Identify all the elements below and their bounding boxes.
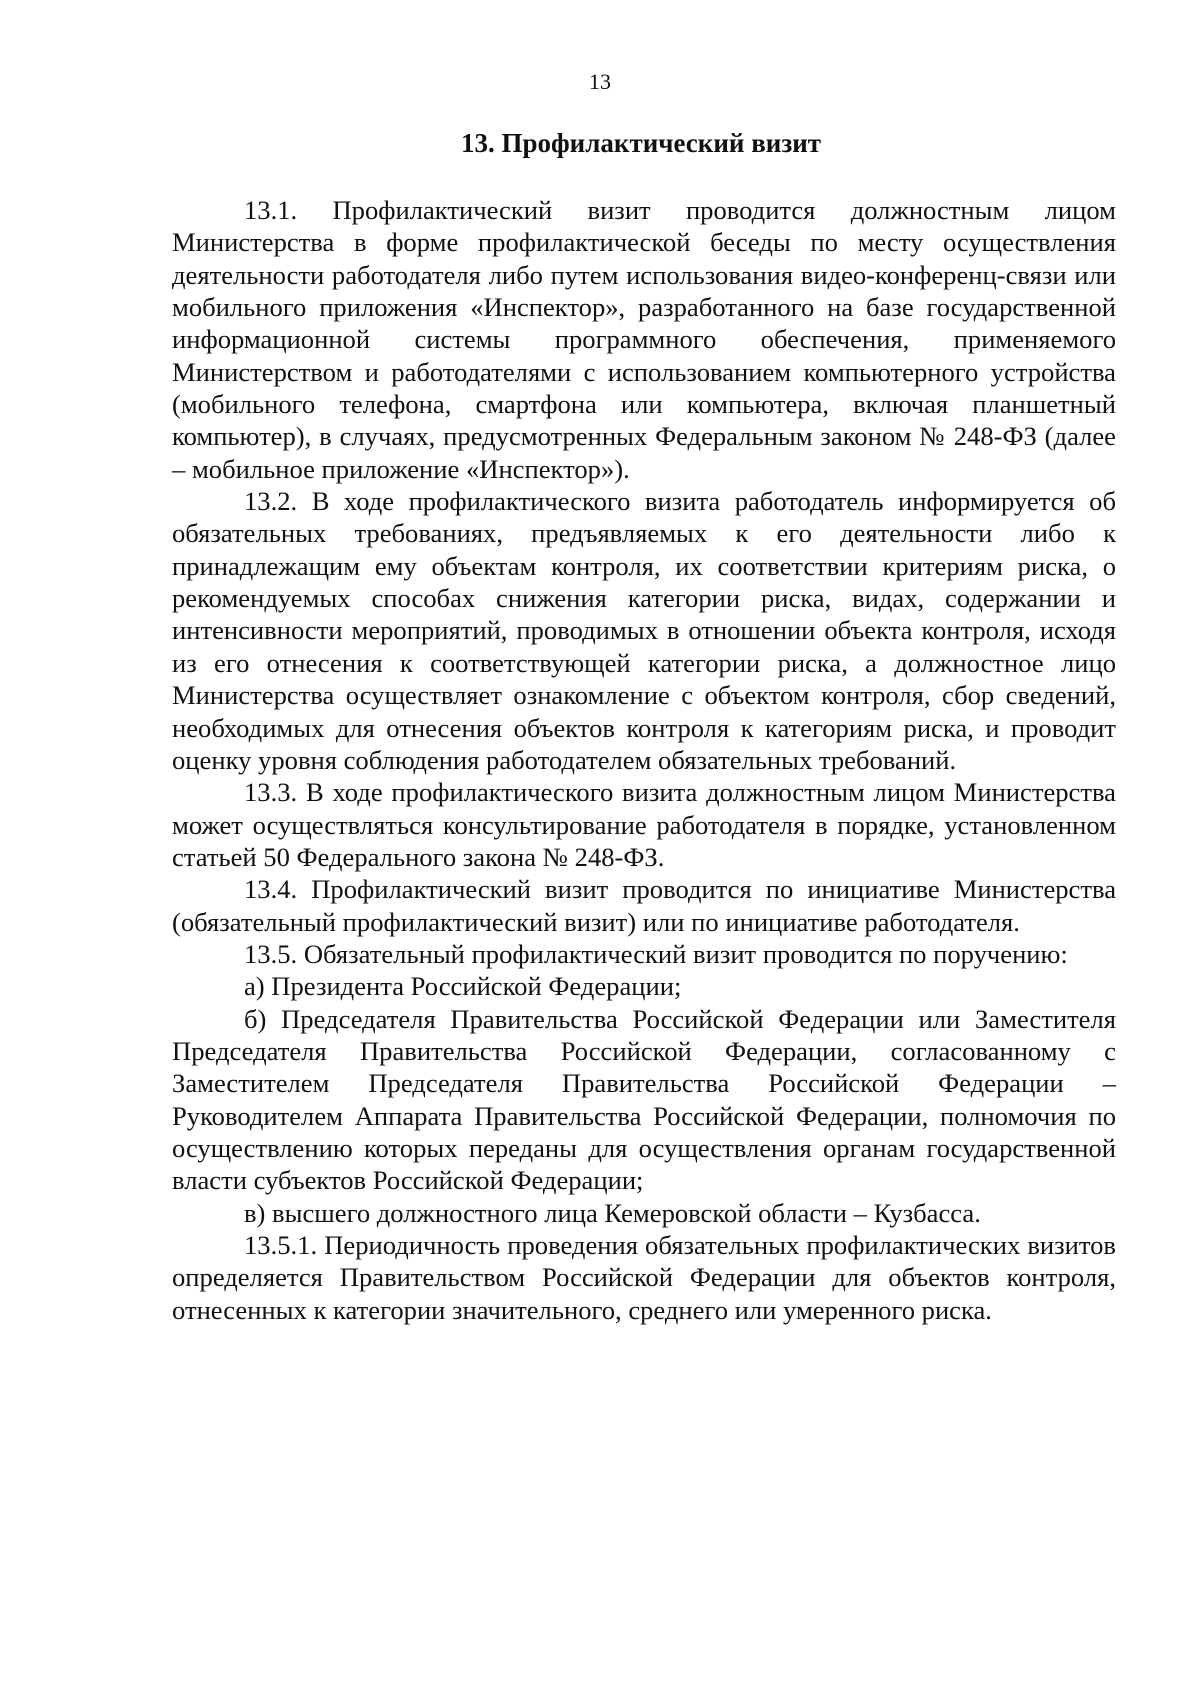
list-item-a: а) Президента Российской Федерации; <box>244 971 682 1002</box>
page-number: 13 <box>589 69 611 94</box>
paragraph-13-2: 13.2. В ходе профилактического визита работодатель информируется об обязательных требованиях, предъявляемых к его деятельности либо к принадлежащим ему объектам контроля, их соответствии критериям риска, о рекомендуемых способах снижения категории риска, видах, содержании и интенсивности мероприятий, проводимых в отношении объекта контроля, исходя из его отнесения к соответствующей категории риска, а должностное лицо Министерства осуществляет ознакомление с объектом контроля, сбор сведений, необходимых для отнесения объектов контроля к категориям риска, и проводит оценку уровня соблюдения работодателем обязательных требований. <box>172 486 1116 775</box>
paragraph-13-3: 13.3. В ходе профилактического визита должностным лицом Министерства может осуществляться консультирование работодателя в порядке, установленном статьей 50 Федерального закона № 248-ФЗ. <box>172 777 1116 872</box>
section-heading: 13. Профилактический визит <box>460 128 822 158</box>
paragraph-13-5-1: 13.5.1. Периодичность проведения обязательных профилактических визитов определяется Правительством Российской Федерации для объектов контроля, отнесенных к категории значительного, среднего или умеренного риска. <box>172 1230 1116 1325</box>
paragraph-13-1: 13.1. Профилактический визит проводится должностным лицом Министерства в форме профилактической беседы по месту осуществления деятельности работодателя либо путем использования видео-конференц-связи или мобильного приложения «Инспектор», разработанного на базе государственной информационной системы программного обеспечения, применяемого Министерством и работодателями с использованием компьютерного устройства (мобильного телефона, смартфона или компьютера, включая планшетный компьютер), в случаях, предусмотренных Федеральным законом № 248-ФЗ (далее – мобильное приложение «Инспектор»). <box>172 195 1116 484</box>
paragraph-13-5: 13.5. Обязательный профилактический визит проводится по поручению: <box>244 938 1068 969</box>
list-item-b: б) Председателя Правительства Российской Федерации или Заместителя Председателя Правительства Российской Федерации, согласованному с Заместителем Председателя Правительства Российской Федерации – Руководителем Аппарата Правительства Российской Федерации, полномочия по осуществлению которых переданы для осуществления органам государственной власти субъектов Российской Федерации; <box>172 1003 1116 1196</box>
paragraph-13-4: 13.4. Профилактический визит проводится по инициативе Министерства (обязательный профилактический визит) или по инициативе работодателя. <box>172 874 1116 937</box>
list-item-v: в) высшего должностного лица Кемеровской области – Кузбасса. <box>244 1197 981 1228</box>
document-body <box>172 194 1116 1326</box>
